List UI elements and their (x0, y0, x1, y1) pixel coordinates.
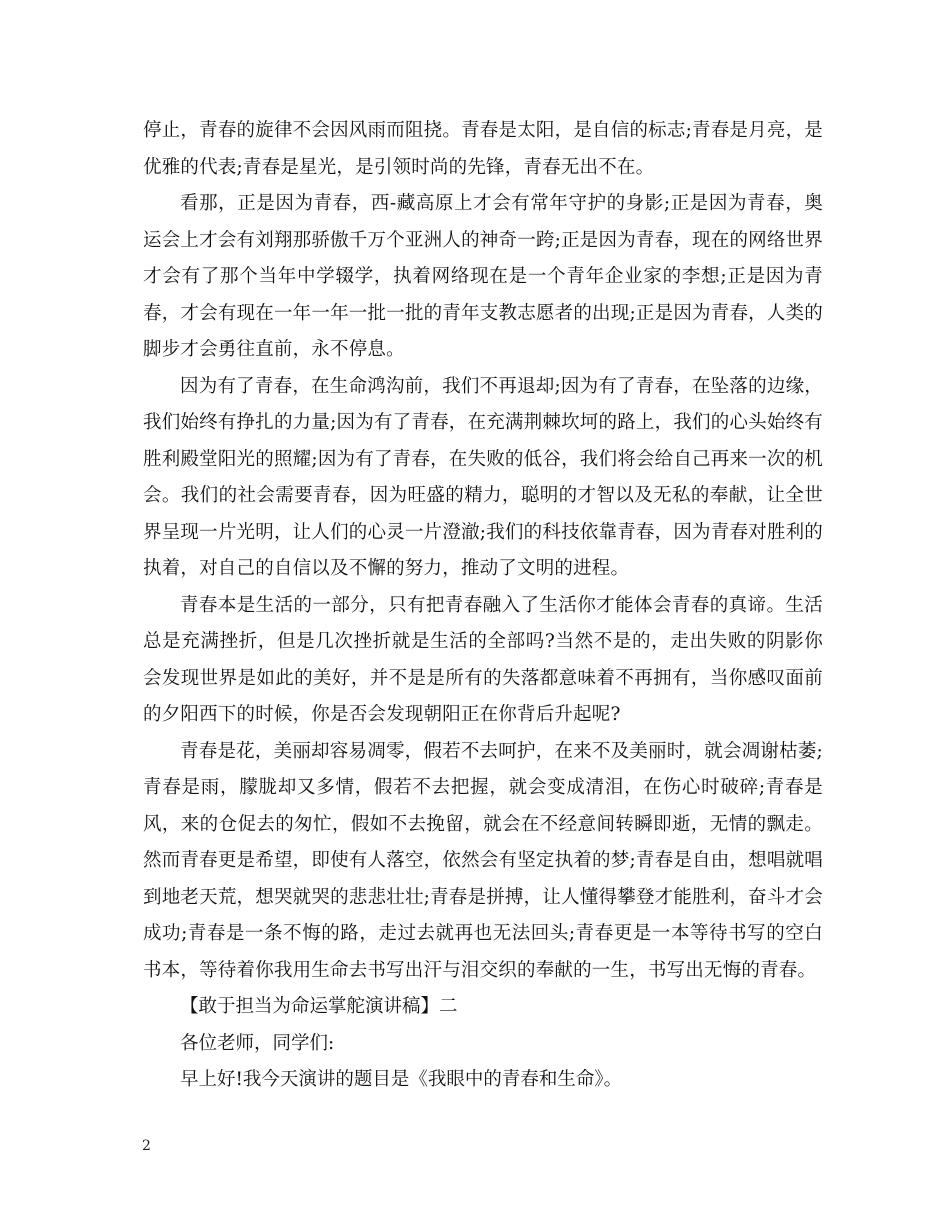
document-body (143, 113, 823, 1099)
paragraph-1: 停止，青春的旋律不会因风雨而阻挠。青春是太阳，是自信的标志;青春是月亮，是优雅的代表;青春是星光，是引领时尚的先锋，青春无出不在。 (143, 120, 823, 178)
speech-opening: 早上好!我今天演讲的题目是《我眼中的青春和生命》。 (180, 1069, 623, 1090)
paragraph-4: 青春本是生活的一部分，只有把青春融入了生活你才能体会青春的真谛。生活总是充满挫折，但是几次挫折就是生活的全部吗?当然不是的，走出失败的阴影你会发现世界是如此的美好，并不是是所有的失落都意味着不再拥有，当你感叹面前的夕阳西下的时候，你是否会发现朝阳正在你背后升起呢? (143, 594, 823, 725)
speech-heading: 【敢于担当为命运掌舵演讲稿】二 (180, 996, 458, 1017)
paragraph-5: 青春是花，美丽却容易凋零，假若不去呵护，在来不及美丽时，就会凋谢枯萎;青春是雨，朦胧却又多情，假若不去把握，就会变成清泪，在伤心时破碎;青春是风，来的仓促去的匆忙，假如不去挽留，就会在不经意间转瞬即逝，无情的飘走。然而青春更是希望，即使有人落空，依然会有坚定执着的梦;青春是自由，想唱就唱到地老天荒，想哭就哭的悲悲壮壮;青春是拼搏，让人懂得攀登才能胜利，奋斗才会成功;青春是一条不悔的路，走过去就再也无法回头;青春更是一本等待书写的空白书本，等待着你我用生命去书写出汗与泪交织的奉献的一生，书写出无悔的青春。 (143, 740, 823, 981)
paragraph-3: 因为有了青春，在生命鸿沟前，我们不再退却;因为有了青春，在坠落的边缘，我们始终有挣扎的力量;因为有了青春，在充满荆棘坎坷的路上，我们的心头始终有胜利殿堂阳光的照耀;因为有了青春，在失败的低谷，我们将会给自己再来一次的机会。我们的社会需要青春，因为旺盛的精力，聪明的才智以及无私的奉献，让全世界呈现一片光明，让人们的心灵一片澄澈;我们的科技依靠青春，因为青春对胜利的执着，对自己的自信以及不懈的努力，推动了文明的进程。 (143, 375, 823, 579)
page-number: 2 (142, 1138, 151, 1154)
paragraph-2: 看那，正是因为青春，西-藏高原上才会有常年守护的身影;正是因为青春，奥运会上才会有刘翔那骄傲千万个亚洲人的神奇一跨;正是因为青春，现在的网络世界才会有了那个当年中学辍学，执着网络现在是一个青年企业家的李想;正是因为青春，才会有现在一年一年一批一批的青年支教志愿者的出现;正是因为青春，人类的脚步才会勇往直前，永不停息。 (143, 193, 823, 360)
speech-salutation: 各位老师，同学们: (180, 1032, 335, 1054)
